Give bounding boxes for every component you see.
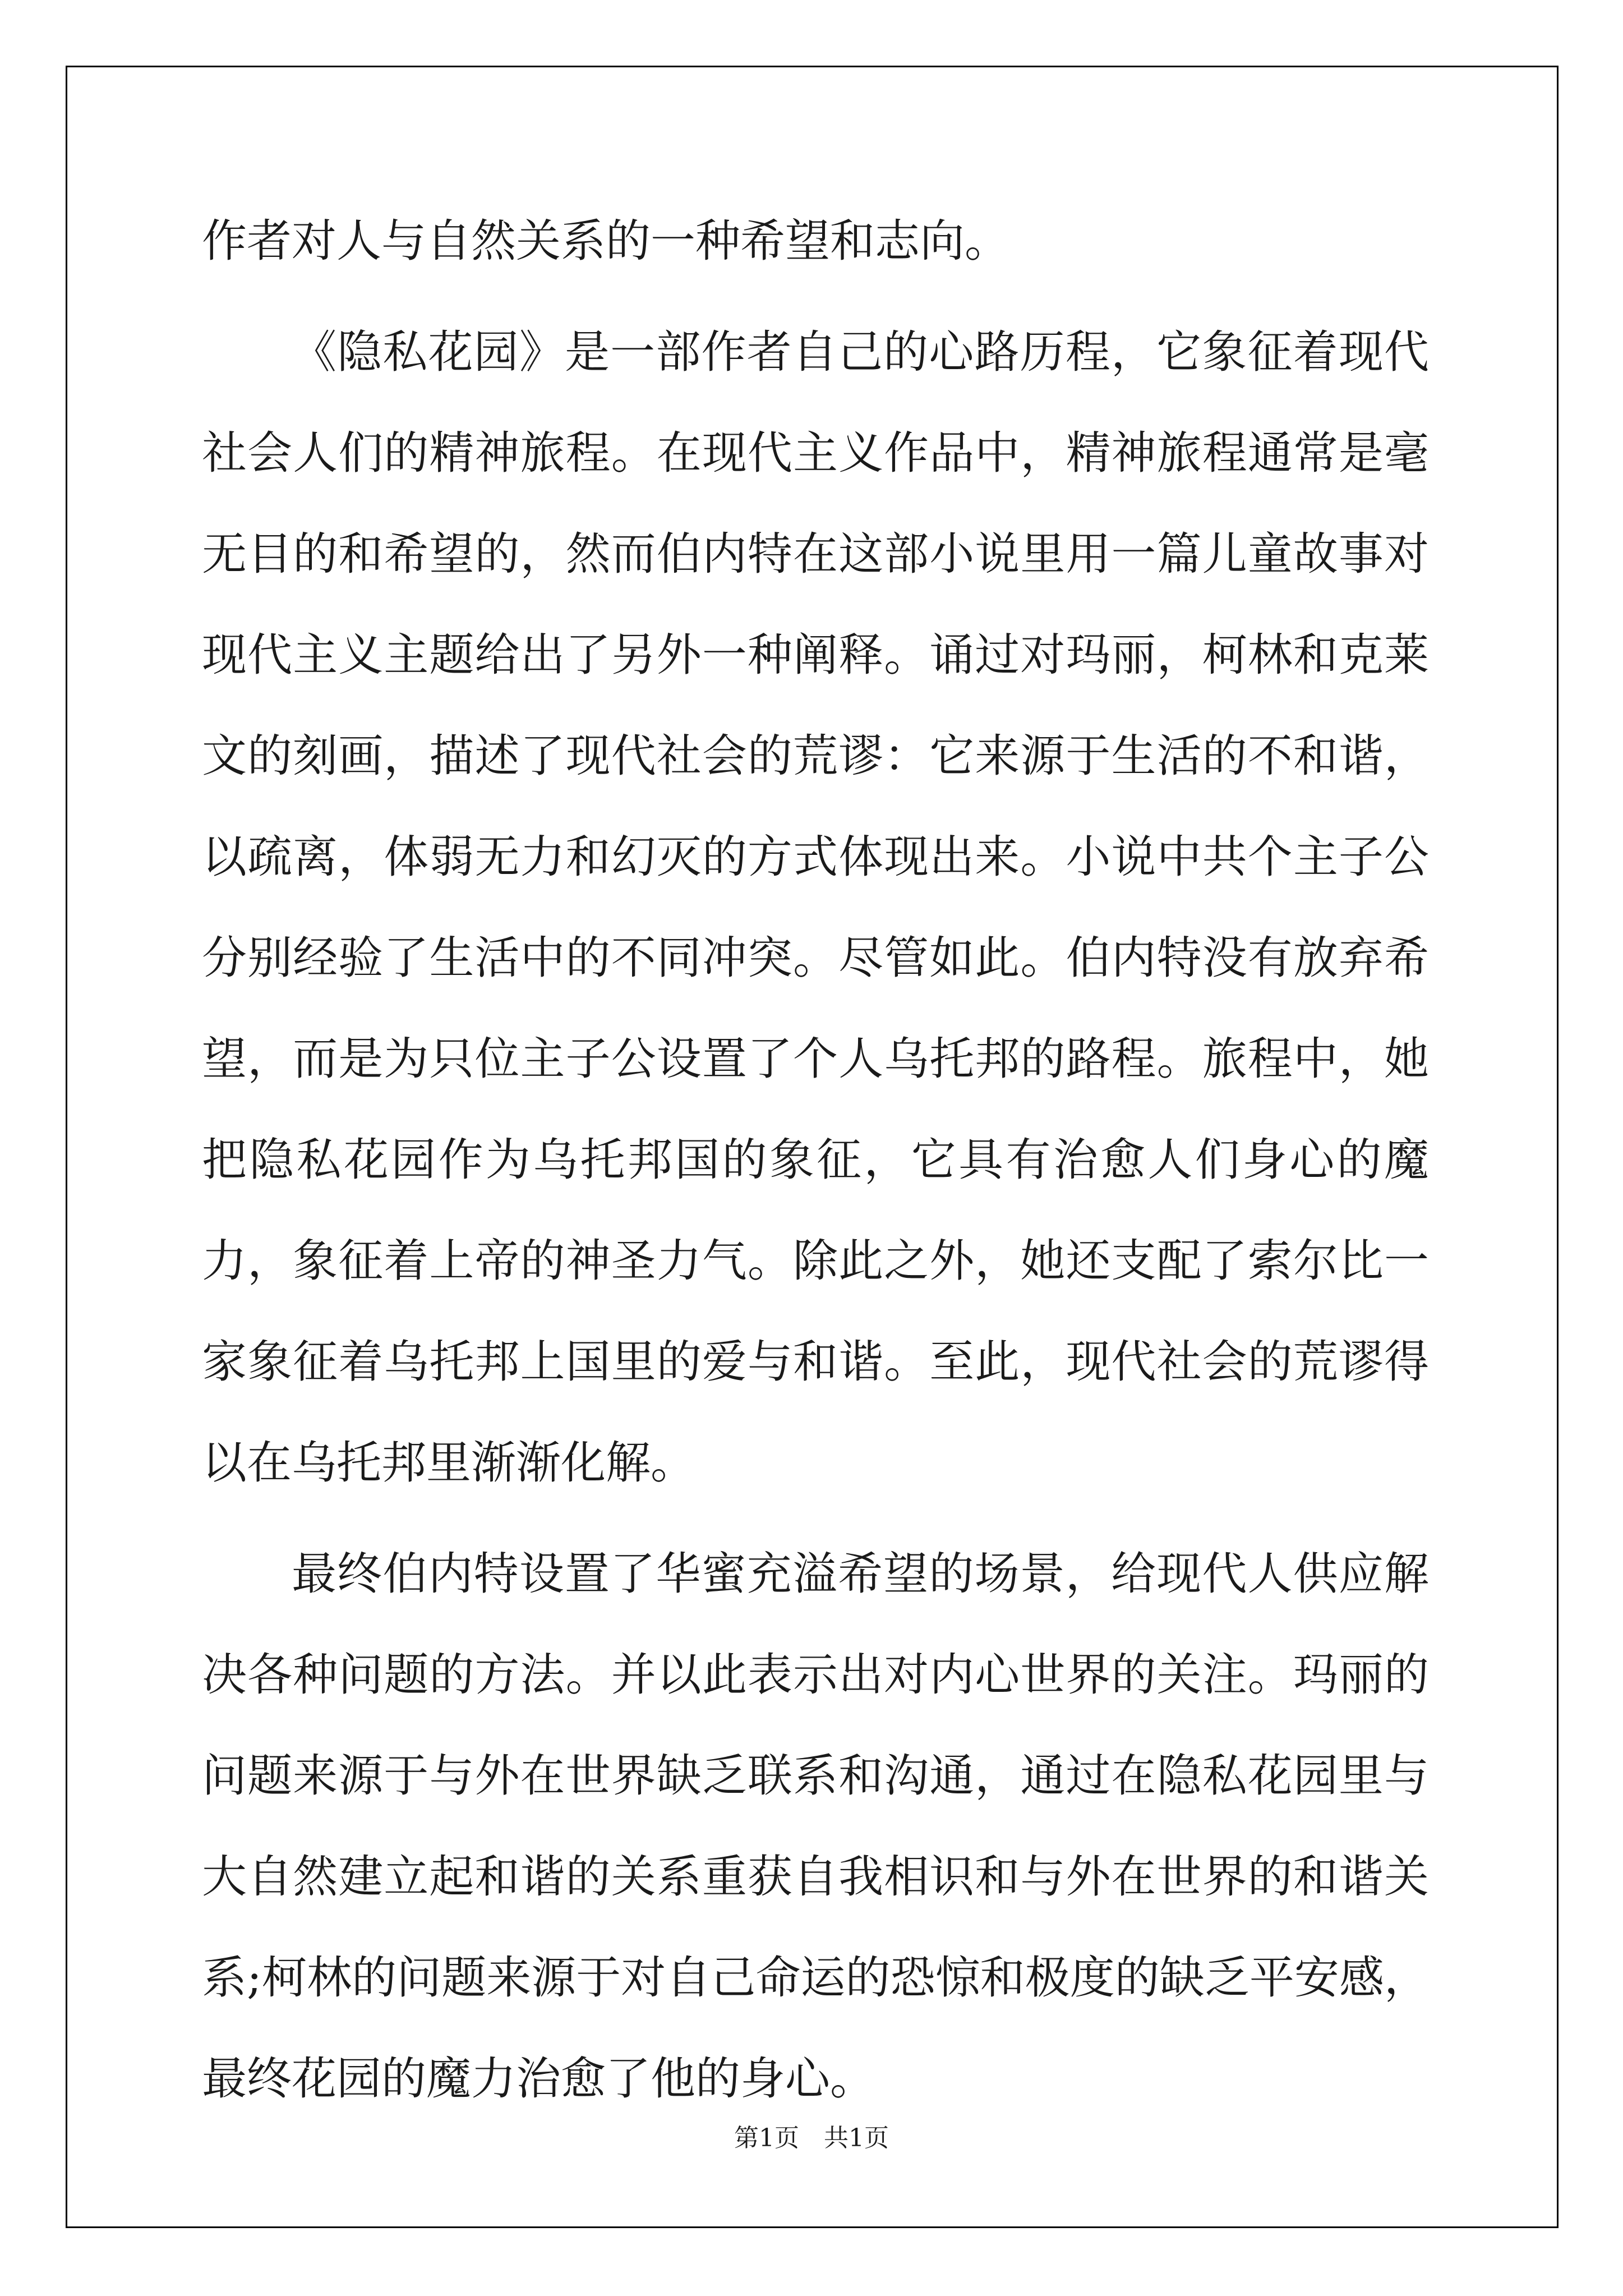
paragraph-1: 作者对人与自然关系的一种希望和志向。 (202, 215, 1009, 267)
page-footer: 第1页 共1页 (734, 2124, 889, 2152)
paragraph-2: 《隐私花园》是一部作者自己的心路历程，它象征着现代社会人们的精神旅程。在现代主义作品中，精神旅程通常是毫无目的和希望的，然而伯内特在这部小说里用一篇儿童故事对现代主义主题给出了另外一种阐释。诵过对玛丽，柯林和克莱文的刻画，描述了现代社会的荒谬：它来源于生活的不和谐，以疏离，体弱无力和幻灭的方式体现出来。小说中共个主子公分别经验了生活中的不同冲突。尽管如此。伯内特没有放弃希望，而是为只位主子公设置了个人乌托邦的路程。旅程中，她把隐私花园作为乌托邦国的象征，它具有治愈人们身心的魔力，象征着上帝的神圣力气。除此之外，她还支配了索尔比一家象征着乌托邦上国里的爱与和谐。至此，现代社会的荒谬得以在乌托邦里渐渐化解。 (202, 326, 1429, 1489)
paragraph-3: 最终伯内特设置了华蜜充溢希望的场景，给现代人供应解决各种问题的方法。并以此表示出对内心世界的关注。玛丽的问题来源于与外在世界缺乏联系和沟通，通过在隐私花园里与大自然建立起和谐的关系重获自我相识和与外在世界的和谐关系;柯林的问题来源于对自己命运的恐惊和极度的缺乏平安感，最终花园的魔力治愈了他的身心。 (202, 1548, 1429, 2105)
document-body (202, 191, 1429, 2139)
